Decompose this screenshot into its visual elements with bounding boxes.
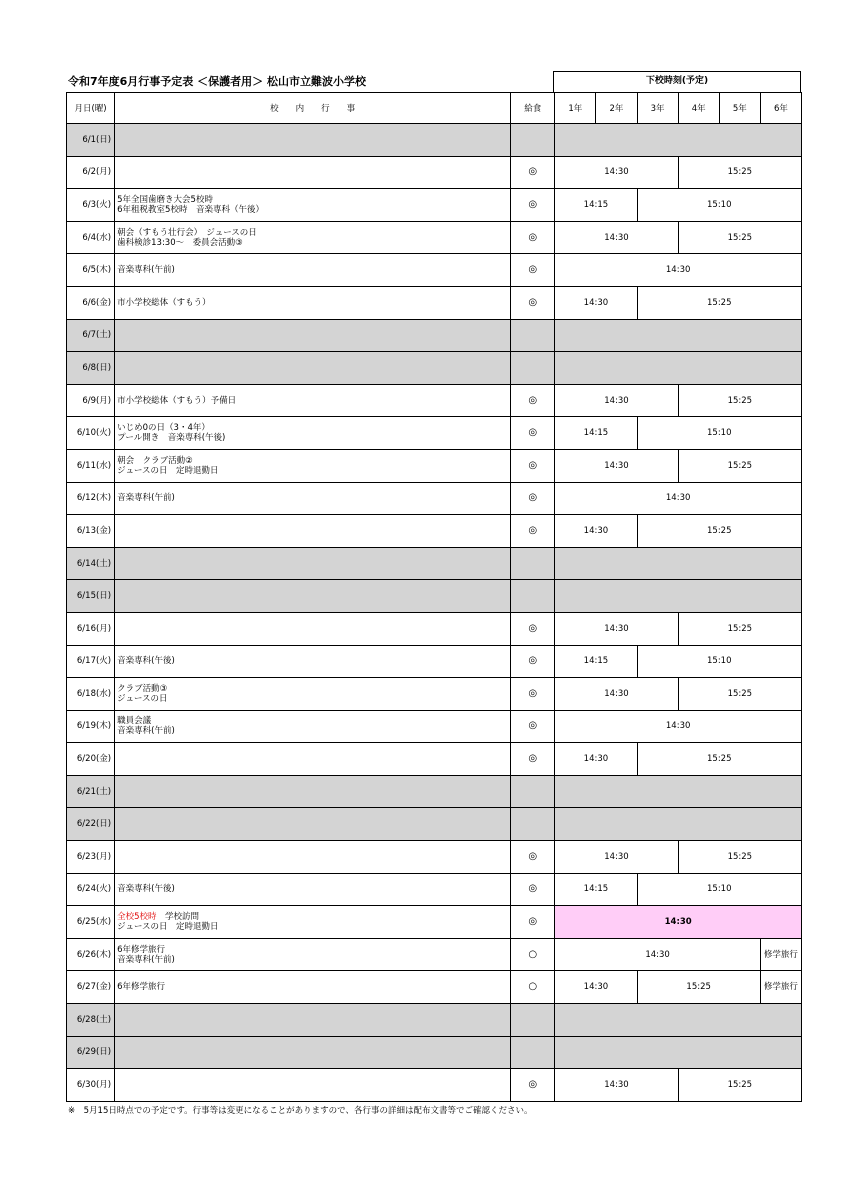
dismissal-time: 15:25 xyxy=(678,612,801,645)
schedule-row xyxy=(67,775,802,808)
row-lunch: ◎ xyxy=(511,221,555,254)
schedule-row xyxy=(67,319,802,352)
row-events xyxy=(115,286,511,319)
row-lunch xyxy=(511,547,555,580)
schedule-row xyxy=(67,515,802,548)
dismissal-time: 15:25 xyxy=(637,286,801,319)
row-lunch xyxy=(511,808,555,841)
row-events xyxy=(115,678,511,711)
row-lunch: ◎ xyxy=(511,1069,555,1102)
dismissal-time: 14:15 xyxy=(555,417,637,450)
row-events xyxy=(115,124,511,157)
row-dismissal-empty xyxy=(555,319,802,352)
schedule-row xyxy=(67,743,802,776)
row-lunch: ○ xyxy=(511,971,555,1004)
dismissal-time: 14:15 xyxy=(555,645,637,678)
schedule-row xyxy=(67,645,802,678)
schedule-row xyxy=(67,384,802,417)
event-line: 歯科検診13:30～ 委員会活動③ xyxy=(117,237,243,248)
event-line: 音楽専科(午前) xyxy=(117,265,175,276)
row-lunch xyxy=(511,775,555,808)
grade-1-header: 1年 xyxy=(555,93,596,124)
row-date: 6/22(日) xyxy=(67,808,115,841)
row-dismissal-empty xyxy=(555,124,802,157)
dismissal-time: 15:25 xyxy=(678,384,801,417)
row-lunch xyxy=(511,352,555,385)
dismissal-time: 修学旅行 xyxy=(760,971,801,1004)
schedule-row xyxy=(67,547,802,580)
dismissal-time: 15:25 xyxy=(678,1069,801,1102)
dismissal-time: 15:25 xyxy=(678,841,801,874)
row-date: 6/5(木) xyxy=(67,254,115,287)
row-lunch: ◎ xyxy=(511,710,555,743)
row-events xyxy=(115,580,511,613)
event-line: 朝会（すもう壮行会） ジュースの日 xyxy=(117,227,257,238)
grade-4-header: 4年 xyxy=(678,93,719,124)
row-events xyxy=(115,384,511,417)
schedule-row xyxy=(67,417,802,450)
lunch-column-header: 給食 xyxy=(511,93,555,124)
row-events xyxy=(115,189,511,222)
row-date: 6/26(木) xyxy=(67,938,115,971)
row-events xyxy=(115,449,511,482)
row-lunch: ○ xyxy=(511,938,555,971)
event-line: 市小学校総体（すもう） xyxy=(117,297,211,308)
row-events xyxy=(115,319,511,352)
event-line: プール開き 音楽専科(午後) xyxy=(117,433,226,444)
schedule-row xyxy=(67,189,802,222)
row-dismissal-empty xyxy=(555,775,802,808)
dismissal-time: 14:30 xyxy=(555,156,678,189)
row-events xyxy=(115,808,511,841)
row-lunch: ◎ xyxy=(511,254,555,287)
schedule-row xyxy=(67,124,802,157)
event-line: 5年全国歯磨き大会5校時 xyxy=(117,194,213,205)
schedule-table xyxy=(66,92,802,1102)
row-events xyxy=(115,1004,511,1037)
schedule-row xyxy=(67,938,802,971)
dismissal-time: 15:10 xyxy=(637,645,801,678)
dismissal-time: 14:30 xyxy=(555,612,678,645)
schedule-row xyxy=(67,1036,802,1069)
event-line: 6年租税教室5校時 音楽専科（午後） xyxy=(117,204,264,215)
row-events xyxy=(115,938,511,971)
dismissal-time: 14:30 xyxy=(555,1069,678,1102)
dismissal-time: 15:25 xyxy=(637,515,801,548)
dismissal-time: 14:30 xyxy=(555,254,802,287)
row-lunch: ◎ xyxy=(511,841,555,874)
row-dismissal-empty xyxy=(555,808,802,841)
page-title: 令和7年度6月行事予定表 ＜保護者用＞ 松山市立難波小学校 xyxy=(68,75,366,88)
schedule-row xyxy=(67,906,802,939)
event-text: 学校訪問 xyxy=(156,912,200,923)
row-events xyxy=(115,971,511,1004)
row-date: 6/12(木) xyxy=(67,482,115,515)
row-lunch: ◎ xyxy=(511,906,555,939)
row-events xyxy=(115,775,511,808)
row-events xyxy=(115,156,511,189)
row-lunch: ◎ xyxy=(511,515,555,548)
dismissal-time: 14:30 xyxy=(555,221,678,254)
row-date: 6/20(金) xyxy=(67,743,115,776)
row-date: 6/4(水) xyxy=(67,221,115,254)
row-date: 6/1(日) xyxy=(67,124,115,157)
footnote: ※ 5月15日時点での予定です。行事等は変更になることがありますので、各行事の詳細は配布文書等でご確認ください。 xyxy=(68,1106,533,1116)
event-line: 音楽専科(午前) xyxy=(117,726,175,737)
row-events xyxy=(115,906,511,939)
row-lunch xyxy=(511,1004,555,1037)
dismissal-time: 修学旅行 xyxy=(760,938,801,971)
schedule-row xyxy=(67,254,802,287)
dismissal-time: 14:30 xyxy=(555,743,637,776)
row-lunch xyxy=(511,124,555,157)
row-date: 6/11(水) xyxy=(67,449,115,482)
row-events xyxy=(115,710,511,743)
row-date: 6/29(日) xyxy=(67,1036,115,1069)
grade-3-header: 3年 xyxy=(637,93,678,124)
row-events xyxy=(115,612,511,645)
dismissal-time: 14:30 xyxy=(555,841,678,874)
schedule-row xyxy=(67,221,802,254)
dismissal-time: 14:30 xyxy=(555,515,637,548)
row-lunch: ◎ xyxy=(511,612,555,645)
dismissal-time: 14:30 xyxy=(555,906,802,939)
row-date: 6/17(火) xyxy=(67,645,115,678)
row-date: 6/10(火) xyxy=(67,417,115,450)
schedule-row xyxy=(67,482,802,515)
row-date: 6/30(月) xyxy=(67,1069,115,1102)
event-line: 職員会議 xyxy=(117,716,152,727)
dismissal-time: 15:10 xyxy=(637,189,801,222)
event-line: ジュースの日 定時退勤日 xyxy=(117,465,219,476)
schedule-row xyxy=(67,449,802,482)
row-events xyxy=(115,841,511,874)
dismissal-time: 15:25 xyxy=(678,678,801,711)
row-lunch: ◎ xyxy=(511,678,555,711)
row-lunch: ◎ xyxy=(511,449,555,482)
row-date: 6/24(火) xyxy=(67,873,115,906)
dismissal-time: 15:10 xyxy=(637,417,801,450)
dismissal-time: 14:30 xyxy=(555,678,678,711)
schedule-row xyxy=(67,286,802,319)
events-column-header: 校 内 行 事 xyxy=(115,93,511,124)
row-lunch: ◎ xyxy=(511,189,555,222)
row-date: 6/21(土) xyxy=(67,775,115,808)
row-events xyxy=(115,547,511,580)
grade-5-header: 5年 xyxy=(719,93,760,124)
row-lunch: ◎ xyxy=(511,743,555,776)
event-line: ジュースの日 定時退勤日 xyxy=(117,922,219,933)
row-date: 6/19(木) xyxy=(67,710,115,743)
event-line: 朝会 クラブ活動② xyxy=(117,455,193,466)
schedule-row xyxy=(67,1069,802,1102)
date-column-header: 月日(曜) xyxy=(67,93,115,124)
grade-2-header: 2年 xyxy=(596,93,637,124)
dismissal-time: 15:25 xyxy=(678,221,801,254)
schedule-row xyxy=(67,156,802,189)
event-line: 音楽専科(午後) xyxy=(117,656,175,667)
dismissal-time: 14:30 xyxy=(555,710,802,743)
event-line: 6年修学旅行 xyxy=(117,944,166,955)
row-events xyxy=(115,645,511,678)
dismissal-time: 15:10 xyxy=(637,873,801,906)
schedule-row xyxy=(67,710,802,743)
row-lunch xyxy=(511,1036,555,1069)
dismissal-time: 14:30 xyxy=(555,384,678,417)
schedule-row xyxy=(67,678,802,711)
row-events xyxy=(115,743,511,776)
row-lunch: ◎ xyxy=(511,873,555,906)
dismissal-time: 14:30 xyxy=(555,971,637,1004)
row-lunch: ◎ xyxy=(511,384,555,417)
header-row xyxy=(67,93,802,124)
row-lunch: ◎ xyxy=(511,645,555,678)
row-date: 6/2(月) xyxy=(67,156,115,189)
row-events xyxy=(115,482,511,515)
dismissal-time: 14:15 xyxy=(555,189,637,222)
dismissal-time: 14:30 xyxy=(555,286,637,319)
event-line: 6年修学旅行 xyxy=(117,982,166,993)
row-date: 6/25(水) xyxy=(67,906,115,939)
schedule-row xyxy=(67,352,802,385)
row-lunch: ◎ xyxy=(511,417,555,450)
event-highlight-text: 全校5校時 xyxy=(117,912,157,923)
schedule-row xyxy=(67,841,802,874)
row-dismissal-empty xyxy=(555,1036,802,1069)
row-lunch xyxy=(511,319,555,352)
event-line: 市小学校総体（すもう）予備日 xyxy=(117,395,237,406)
row-lunch: ◎ xyxy=(511,156,555,189)
schedule-row xyxy=(67,971,802,1004)
event-line: いじめ0の日（3・4年） xyxy=(117,423,210,434)
dismissal-time: 15:25 xyxy=(637,971,760,1004)
row-dismissal-empty xyxy=(555,1004,802,1037)
row-dismissal-empty xyxy=(555,580,802,613)
event-line: ジュースの日 xyxy=(117,693,168,704)
schedule-row xyxy=(67,808,802,841)
row-events xyxy=(115,1069,511,1102)
dismissal-time: 14:30 xyxy=(555,449,678,482)
row-events xyxy=(115,1036,511,1069)
row-date: 6/3(火) xyxy=(67,189,115,222)
schedule-row xyxy=(67,612,802,645)
schedule-row xyxy=(67,580,802,613)
row-date: 6/7(土) xyxy=(67,319,115,352)
dismissal-time: 14:30 xyxy=(555,482,802,515)
event-line: 音楽専科(午後) xyxy=(117,884,175,895)
row-events xyxy=(115,515,511,548)
row-events xyxy=(115,873,511,906)
event-line: クラブ活動③ xyxy=(117,683,168,694)
row-events xyxy=(115,352,511,385)
dismissal-time-header: 下校時刻(予定) xyxy=(553,71,801,92)
row-lunch: ◎ xyxy=(511,482,555,515)
schedule-row xyxy=(67,1004,802,1037)
dismissal-time: 14:15 xyxy=(555,873,637,906)
row-date: 6/15(日) xyxy=(67,580,115,613)
dismissal-time: 14:30 xyxy=(555,938,761,971)
row-date: 6/8(日) xyxy=(67,352,115,385)
dismissal-time: 15:25 xyxy=(678,449,801,482)
grade-6-header: 6年 xyxy=(760,93,801,124)
schedule-row xyxy=(67,873,802,906)
row-dismissal-empty xyxy=(555,352,802,385)
row-date: 6/28(土) xyxy=(67,1004,115,1037)
row-events xyxy=(115,254,511,287)
row-events xyxy=(115,221,511,254)
dismissal-time: 15:25 xyxy=(678,156,801,189)
row-date: 6/14(土) xyxy=(67,547,115,580)
dismissal-time: 15:25 xyxy=(637,743,801,776)
row-date: 6/23(月) xyxy=(67,841,115,874)
row-date: 6/18(水) xyxy=(67,678,115,711)
row-dismissal-empty xyxy=(555,547,802,580)
row-date: 6/27(金) xyxy=(67,971,115,1004)
event-line xyxy=(117,912,510,922)
event-line: 音楽専科(午前) xyxy=(117,954,175,965)
row-date: 6/9(月) xyxy=(67,384,115,417)
row-date: 6/13(金) xyxy=(67,515,115,548)
row-lunch: ◎ xyxy=(511,286,555,319)
row-events xyxy=(115,417,511,450)
row-date: 6/16(月) xyxy=(67,612,115,645)
event-line: 音楽専科(午前) xyxy=(117,493,175,504)
row-date: 6/6(金) xyxy=(67,286,115,319)
row-lunch xyxy=(511,580,555,613)
